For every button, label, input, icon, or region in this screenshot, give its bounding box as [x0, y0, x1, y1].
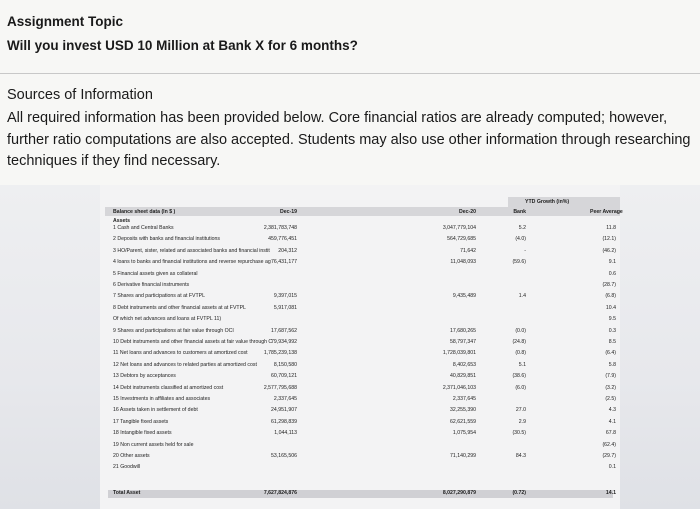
- divider: [0, 73, 700, 74]
- row-peer: 8.5: [608, 339, 616, 345]
- row-peer: (46.2): [602, 247, 616, 254]
- row-peer: (7.9): [605, 373, 616, 380]
- row-dec19: 9,397,015: [273, 293, 297, 300]
- sheet-paper: [100, 185, 623, 509]
- col-dec19: Dec-19: [279, 209, 297, 215]
- row-dec20: 8,402,653: [452, 361, 476, 368]
- row-bank: 5.2: [518, 225, 526, 231]
- row-label: 16 Assets taken in settlement of debt: [113, 407, 198, 414]
- row-dec20: 17,680,265: [450, 327, 476, 334]
- row-dec20: 32,255,390: [450, 407, 476, 414]
- header-band: [105, 207, 623, 216]
- row-label: 5 Financial assets given as collateral: [113, 270, 198, 277]
- row-bank: 27.0: [515, 407, 526, 414]
- row-peer: 4.3: [608, 407, 616, 414]
- row-peer: 0.3: [608, 327, 616, 334]
- row-bank: 2.9: [518, 418, 526, 425]
- row-bank: (24.8): [512, 339, 526, 345]
- ytd-growth-header: YTD Growth (in%): [525, 199, 570, 205]
- total-label: Total Asset: [113, 490, 141, 496]
- assignment-topic: Assignment Topic: [7, 14, 124, 29]
- row-dec20: 2,337,645: [452, 396, 476, 402]
- row-label: 2 Deposits with banks and financial institutions: [113, 236, 220, 243]
- row-dec19: 5,917,081: [273, 304, 297, 311]
- row-bank: 5.1: [518, 361, 526, 368]
- row-label: 19 Non current assets held for sale: [113, 441, 194, 448]
- row-label: 6 Derivative financial instruments: [113, 282, 190, 288]
- total-dec19: 7,627,824,876: [263, 490, 297, 496]
- row-bank: 1.4: [518, 293, 526, 300]
- row-peer: (3.2): [605, 384, 616, 391]
- row-dec20: 71,642: [460, 247, 476, 254]
- row-peer: 10.4: [605, 304, 616, 311]
- total-dec20: 8,027,290,879: [442, 490, 476, 496]
- row-peer: 4.1: [608, 418, 616, 425]
- row-bank: (0.0): [515, 327, 526, 334]
- row-dec20: 62,621,559: [450, 418, 476, 425]
- row-dec19: 8,150,580: [273, 361, 297, 368]
- row-peer: (28.7): [602, 282, 616, 288]
- row-bank: (6.0): [515, 384, 526, 391]
- table-title: Balance sheet data (In $ ): [113, 209, 176, 215]
- row-label: 18 Intangible fixed assets: [113, 430, 172, 437]
- sources-line-2: further ratio computations are also accepted. Students may also use other information through researching: [7, 131, 691, 148]
- row-dec19: 1,044,113: [274, 430, 297, 437]
- row-bank: (0.8): [515, 350, 526, 357]
- row-label: 1 Cash and Central Banks: [113, 225, 174, 231]
- row-label: 17 Tangible fixed assets: [113, 418, 169, 425]
- row-peer: 67.8: [605, 430, 616, 437]
- row-dec20: 11,048,093: [450, 259, 476, 266]
- row-peer: (2.5): [605, 396, 616, 402]
- row-peer: (62.4): [602, 441, 616, 448]
- row-peer: 5.8: [608, 361, 616, 368]
- row-peer: (29.7): [602, 453, 616, 459]
- row-dec19: 61,298,839: [271, 418, 297, 425]
- row-dec20: 1,075,954: [452, 430, 476, 437]
- row-dec20: 40,829,851: [450, 373, 476, 380]
- row-peer: 0.6: [608, 270, 616, 277]
- row-dec19: 24,951,907: [271, 407, 297, 414]
- row-peer: 0.1: [608, 464, 616, 471]
- row-label: 11 Net loans and advances to customers at amortized cost: [113, 350, 248, 357]
- total-band: [108, 490, 613, 498]
- row-peer: 9.5: [608, 316, 616, 323]
- row-label: 8 Debt instruments and other financial assets at at FVTPL: [113, 304, 246, 311]
- row-label: 4 loans to banks and financial institutions and reverse repurchase ag: [113, 259, 271, 266]
- col-bank: Bank: [513, 209, 526, 215]
- row-dec19: 79,934,992: [271, 339, 297, 345]
- row-bank: (38.6): [512, 373, 526, 380]
- row-dec20: 3,047,779,104: [442, 225, 476, 231]
- row-dec19: 60,709,121: [271, 373, 297, 380]
- row-label: 15 Investments in affiliates and associates: [113, 396, 211, 402]
- row-dec19: 204,312: [278, 247, 297, 254]
- total-bank: (0.72): [512, 490, 526, 496]
- col-peer: Peer Average: [590, 209, 623, 215]
- row-label: 12 Net loans and advances to related parties at amortized cost: [113, 361, 257, 368]
- row-dec20: 564,729,685: [447, 236, 476, 243]
- row-dec20: 9,435,489: [452, 293, 476, 300]
- assignment-question: Will you invest USD 10 Million at Bank X for 6 months?: [7, 38, 358, 53]
- row-dec19: 2,337,645: [273, 396, 297, 402]
- row-bank: (4.0): [515, 236, 526, 243]
- row-dec20: 71,140,299: [450, 453, 476, 459]
- row-label: 13 Debtors by acceptances: [113, 373, 176, 380]
- row-dec19: 459,776,451: [268, 236, 297, 243]
- row-dec19: 53,165,506: [271, 453, 297, 459]
- row-dec20: 1,728,039,801: [442, 350, 476, 357]
- section-assets: Assets: [113, 218, 131, 224]
- row-peer: (6.8): [605, 293, 616, 300]
- row-label: 7 Shares and participations at at FVTPL: [113, 293, 205, 300]
- row-bank: -: [524, 247, 526, 254]
- sources-heading: Sources of Information: [7, 87, 153, 103]
- row-dec20: 58,797,347: [450, 339, 476, 345]
- row-peer: (12.1): [602, 236, 616, 243]
- row-label: 21 Goodwill: [113, 464, 141, 471]
- row-label: 9 Shares and participations at fair value through OCI: [113, 327, 234, 334]
- row-label: 3 HO/Parent, sister, related and associated banks and financial instit: [113, 247, 270, 254]
- sources-body: [7, 108, 691, 173]
- sources-line-3: techniques if they find necessary.: [7, 153, 221, 169]
- total-peer: 14.1: [605, 490, 616, 496]
- row-bank: (59.6): [512, 259, 526, 266]
- row-label: 10 Debt instruments and other financial assets at fair value through C: [113, 339, 273, 345]
- row-label: 14 Debt instruments classified at amortized cost: [113, 384, 224, 391]
- row-bank: (30.5): [512, 430, 526, 437]
- col-dec20: Dec-20: [458, 209, 476, 215]
- row-dec19: 1,785,239,138: [263, 350, 297, 357]
- row-dec19: 2,381,783,748: [263, 225, 297, 231]
- row-label: Of which net advances and loans at FVTPL 11): [113, 316, 222, 323]
- row-dec19: 2,577,795,688: [263, 384, 297, 391]
- row-dec20: 2,371,046,103: [442, 384, 476, 391]
- row-bank: 84.3: [515, 453, 526, 459]
- row-peer: 11.8: [606, 225, 616, 231]
- row-peer: 9.1: [608, 259, 616, 266]
- balance-sheet-photo: [0, 185, 700, 509]
- row-dec19: 17,687,562: [271, 327, 297, 334]
- sources-line-1: All required information has been provided below. Core financial ratios are already computed; however,: [7, 110, 668, 126]
- row-label: 20 Other assets: [113, 453, 150, 459]
- row-peer: (6.4): [605, 350, 616, 357]
- row-dec19: 76,431,177: [271, 259, 297, 266]
